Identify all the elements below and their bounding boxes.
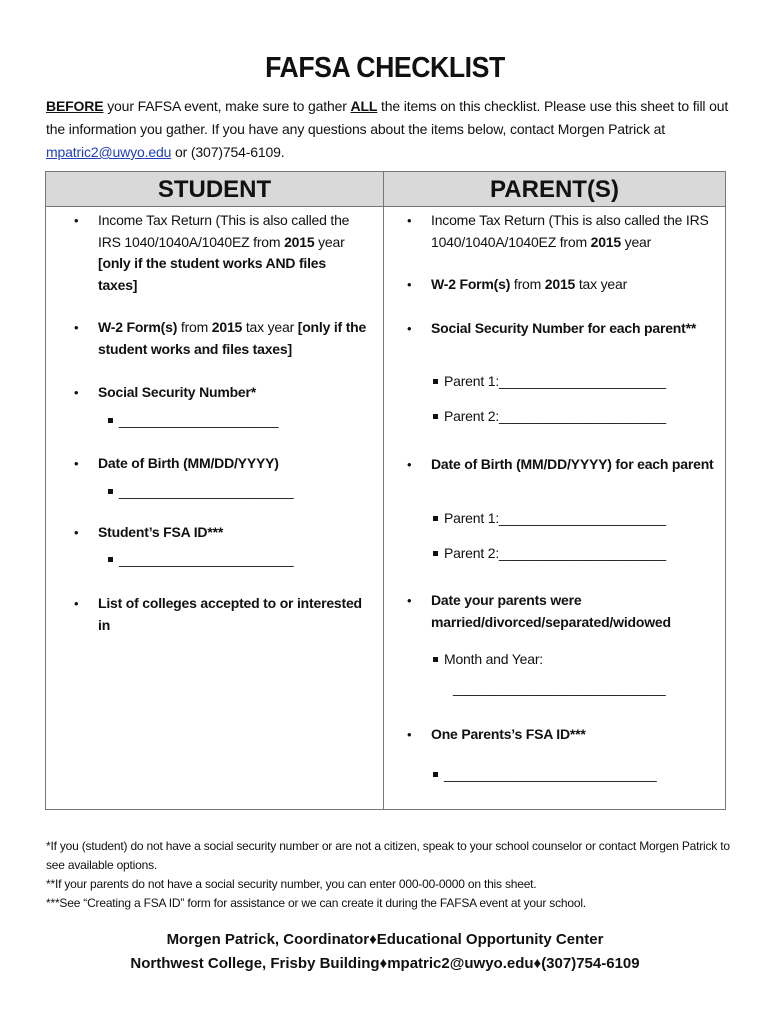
- field-label: ____________________________: [444, 766, 657, 782]
- student-header: STUDENT: [46, 172, 384, 207]
- checklist-table: [45, 171, 726, 810]
- square-bullet-icon: [108, 489, 113, 494]
- footnote: *If you (student) do not have a social security number or are not a citizen, speak to your school counselor or contact Morgen Patrick to see available options.: [46, 839, 730, 872]
- email-link[interactable]: mpatric2@uwyo.edu: [46, 144, 172, 160]
- month-year-blank[interactable]: ____________________________: [453, 680, 666, 696]
- parent-fill-in-field[interactable]: [433, 371, 666, 392]
- item-text: Date your parents were married/divorced/separated/widowed: [431, 592, 671, 630]
- field-label: _____________________: [119, 412, 279, 428]
- bullet-icon: •: [74, 213, 79, 228]
- item-text: from: [177, 319, 212, 335]
- item-text: from: [510, 276, 545, 292]
- bullet-icon: •: [74, 385, 79, 400]
- column-divider: [383, 207, 384, 809]
- bullet-icon: •: [74, 320, 79, 335]
- student-checklist-item: [74, 382, 368, 404]
- intro-all: ALL: [350, 98, 378, 114]
- student-fill-in-field[interactable]: [108, 410, 278, 431]
- bullet-icon: •: [407, 277, 412, 292]
- item-text: Student’s FSA ID***: [98, 524, 224, 540]
- intro-text: your FAFSA event, make sure to gather: [103, 98, 351, 114]
- item-text: 2015: [590, 233, 621, 250]
- parent-checklist-item: [407, 274, 721, 296]
- student-checklist-item: [74, 593, 368, 636]
- student-fill-in-field[interactable]: [108, 549, 293, 570]
- item-text: 2015: [211, 319, 243, 335]
- item-text: year: [314, 233, 345, 250]
- square-bullet-icon: [433, 379, 438, 384]
- field-label: _______________________: [119, 551, 294, 567]
- student-checklist-item: [74, 453, 368, 475]
- square-bullet-icon: [108, 557, 113, 562]
- item-text: List of colleges accepted to or interested in: [98, 595, 362, 633]
- item-text: Date of Birth (MM/DD/YYYY): [98, 455, 279, 471]
- square-bullet-icon: [108, 418, 113, 423]
- bullet-icon: •: [407, 593, 412, 608]
- bullet-icon: •: [74, 525, 79, 540]
- bullet-icon: •: [407, 727, 412, 742]
- item-text: [only if the student works AND files taxes]: [98, 255, 326, 293]
- footnotes: [46, 837, 736, 913]
- item-text: tax year: [242, 319, 298, 335]
- item-text: year: [620, 233, 652, 250]
- item-text: W-2 Form(s): [98, 319, 178, 335]
- item-text: 2015: [544, 276, 576, 292]
- item-text: 2015: [284, 233, 315, 250]
- intro-text: or (307)754-6109.: [171, 144, 285, 160]
- parent-fill-in-field[interactable]: [433, 764, 656, 785]
- footer-line: Morgen Patrick, Coordinator♦Educational Opportunity Center: [166, 931, 604, 948]
- footer-line: Northwest College, Frisby Building♦mpatric2@uwyo.edu♦(307)754-6109: [130, 955, 640, 972]
- footnote: **If your parents do not have a social security number, you can enter 000-00-0000 on this sheet.: [46, 877, 537, 891]
- contact-footer: [0, 928, 770, 976]
- student-checklist-item: [74, 317, 368, 360]
- square-bullet-icon: [433, 414, 438, 419]
- parent-fill-in-field[interactable]: [433, 406, 666, 427]
- square-bullet-icon: [433, 516, 438, 521]
- item-text: Income Tax Return (This is also called the IRS 1040/1040A/1040EZ from: [98, 212, 350, 250]
- student-checklist-item: [74, 210, 368, 296]
- bullet-icon: •: [407, 457, 412, 472]
- bullet-icon: •: [74, 596, 79, 611]
- intro-paragraph: [46, 95, 736, 164]
- parent-fill-in-field[interactable]: [433, 649, 543, 670]
- item-text: Social Security Number*: [98, 384, 257, 400]
- parent-checklist-item: [407, 454, 721, 476]
- footnote: ***See “Creating a FSA ID” form for assistance or we can create it during the FAFSA event at your school.: [46, 896, 586, 910]
- field-label: _______________________: [119, 483, 294, 499]
- student-fill-in-field[interactable]: [108, 481, 293, 502]
- parent-fill-in-field[interactable]: [433, 508, 666, 529]
- field-label: Parent 2:______________________: [444, 545, 666, 561]
- item-text: Income Tax Return (This is also called the IRS 1040/1040A/1040EZ from: [431, 212, 709, 250]
- square-bullet-icon: [433, 772, 438, 777]
- parent-checklist-item: [407, 724, 721, 746]
- item-text: [only if the student works and files taxes]: [98, 319, 367, 357]
- bullet-icon: •: [74, 456, 79, 471]
- square-bullet-icon: [433, 551, 438, 556]
- bullet-icon: •: [407, 213, 412, 228]
- item-text: W-2 Form(s): [431, 276, 511, 292]
- bullet-icon: •: [407, 321, 412, 336]
- item-text: tax year: [575, 276, 628, 292]
- item-text: Date of Birth (MM/DD/YYYY) for each parent: [431, 456, 714, 472]
- field-label: Month and Year:: [444, 651, 543, 667]
- item-text: One Parents’s FSA ID***: [431, 726, 586, 742]
- square-bullet-icon: [433, 657, 438, 662]
- student-checklist-item: [74, 522, 368, 544]
- intro-before: BEFORE: [46, 98, 104, 114]
- field-label: Parent 1:______________________: [444, 373, 666, 389]
- parent-header: PARENT(S): [384, 172, 725, 207]
- intro-text: the items on this checklist. Please use this sheet to fill out the information you gather. If you have any questions about the items below, contact Morgen Patrick at: [46, 98, 729, 137]
- parent-checklist-item: [407, 318, 721, 340]
- field-label: Parent 2:______________________: [444, 408, 666, 424]
- field-label: Parent 1:______________________: [444, 510, 666, 526]
- page-title: FAFSA CHECKLIST: [265, 52, 505, 84]
- item-text: Social Security Number for each parent**: [431, 320, 697, 336]
- parent-fill-in-field[interactable]: [433, 543, 666, 564]
- parent-checklist-item: [407, 590, 721, 633]
- parent-checklist-item: [407, 210, 721, 253]
